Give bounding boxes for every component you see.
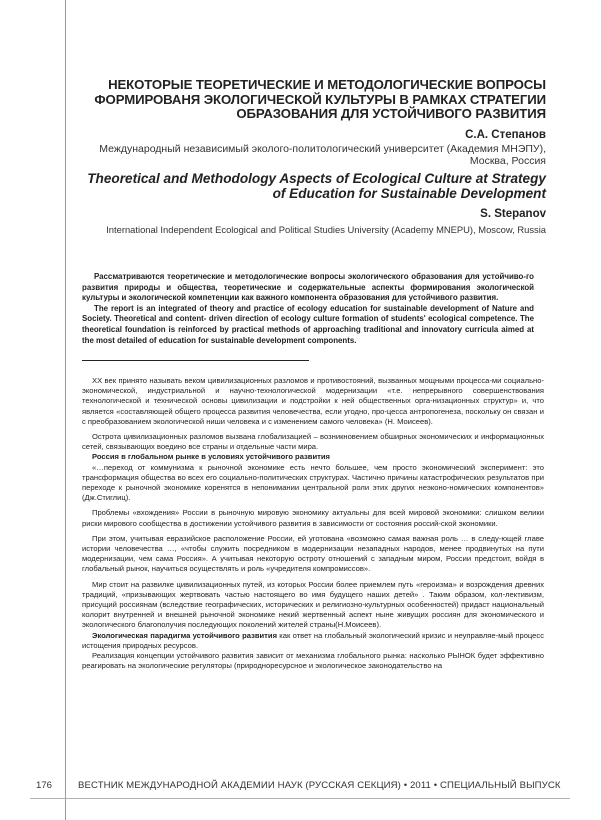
journal-footer: ВЕСТНИК МЕЖДУНАРОДНОЙ АКАДЕМИИ НАУК (РУССКАЯ СЕКЦИЯ) • 2011 • СПЕЦИАЛЬНЫЙ ВЫПУСК xyxy=(78,780,561,791)
abstract xyxy=(82,272,534,346)
left-margin-rule xyxy=(65,0,66,820)
author-name-ru: С.А. Степанов xyxy=(465,129,546,141)
section-heading: Россия в глобальном рынке в условиях устойчивого развития xyxy=(92,452,330,462)
abstract-ru: Рассматриваются теоретические и методологические вопросы экологического образования для устойчиво-го развития природы и общества, теоретические и содержательные аспекты формирования экологической культуры и экологической компетенции как важного компонента образования для устойчивого развития. xyxy=(82,272,534,303)
paragraph: XX век принято называть веком цивилизационных разломов и противостояний, вызванных мощными процесса-ми социально-экономической, индустриальной и научно-технологической модернизации «т.е. непрерывного совершенствования технологической и технической основы цивилизации и подстройки к ней общественных орга-низационных структур» и, что является «составляющей общего процесса развития человечества, если угодно, про-цесса антропогенеза, поскольку он связан и с преобразованием экологической ниши человека и с изменением самого человека» (Н. Моисеев). xyxy=(82,376,544,426)
paragraph: Проблемы «вхождения» России в рыночную мировую экономику актуальны для всей мировой экономики: слишком велики риски мирового сообщества в достижении устойчивого развития в зависимости от состояния россий-ской экономики. xyxy=(82,508,544,528)
paragraph-text: как ответ на глобальный экологический кризис и неуправляе-мый процесс истощения природных ресурсов. xyxy=(82,630,544,650)
article-body xyxy=(82,376,544,671)
author-name-en: S. Stepanov xyxy=(480,208,546,220)
paragraph: Острота цивилизационных разломов вызвана глобализацией – возникновением обширных экономических и информационных сетей, связывающих воедино все страны и отдельные части мира. xyxy=(82,432,544,452)
article-title-ru: НЕКОТОРЫЕ ТЕОРЕТИЧЕСКИЕ И МЕТОДОЛОГИЧЕСКИЕ ВОПРОСЫ ФОРМИРОВАНЯ ЭКОЛОГИЧЕСКОЙ КУЛЬТУРЫ В РАМКАХ СТРАТЕГИИ ОБРАЗОВАНИЯ ДЛЯ УСТОЙЧИВОГО РАЗВИТИЯ xyxy=(94,77,546,122)
affiliation-en: International Independent Ecological and Political Studies University (Academy MNEPU), Moscow, Russia xyxy=(106,224,546,235)
abstract-en: The report is an integrated of theory and practice of ecology education for sustainable development of Nature and Society. Theoretical and content- driven direction of ecology culture formation of students' ecological competence. The theoretical foundation is reinforced by practical methods of approaching traditional and innovatory curricula aimed at the most detailed of education for sustainable development components. xyxy=(82,303,534,345)
page-number: 176 xyxy=(36,780,53,791)
paragraph xyxy=(82,631,544,651)
paragraph: Мир стоит на развилке цивилизационных путей, из которых России более приемлем путь «героизма» и возрождения древних традиций, «призывающих жертвовать частью настоящего во имя будущего наших детей» . Таким образом, кол-лективизм, присущий россиянам (вследствие географических, исторических и религиозно-культурных особенностей) придаст национальный колорит внутренней и внешней рыночной экономике некий жертвенный аспект ныне живущих россиян для экономического и экологического благополучия последующих поколений жителей страны(Н.Моисеев). xyxy=(82,579,544,630)
footer-rule xyxy=(30,798,570,799)
paragraph: Реализация концепции устойчивого развития зависит от механизма глобального рынка: насколько РЫНОК будет эффективно реагировать на экологические регуляторы (природноресурсное и экологическое законодательство на xyxy=(82,651,544,671)
section-heading-inline: Экологическая парадигма устойчивого развития xyxy=(92,630,277,640)
paragraph: При этом, учитывая евразийское расположение России, ей уготована «возможно самая важная роль … в следу-ющей главе истории человечества …, «чтобы служить посредником в модернизации незападных народов, менее продвинутых на пути модернизации, чем сама Россия». А учитывая некоторую остроту отношений с западным миром, России предстоит, войдя в глобальный рынок, научиться осуществлять и роль «учредителя компромиссов». xyxy=(82,533,544,574)
quote-paragraph: «…переход от коммунизма к рыночной экономике есть нечто большее, чем просто экономический эксперимент: это трансформация общества во всех его социально-политических структурах. Частично причины катастрофических результатов при переходе к рыночной экономике коренятся в непонимании центральной роли этих других неэконо-номических компонентов» (Дж.Стиглиц). xyxy=(82,462,544,503)
article-title-en: Theoretical and Methodology Aspects of Ecological Culture at Strategy of Education for Sustainable Development xyxy=(87,171,546,202)
affiliation-ru: Международный независимый эколого-политологический университет (Академия МНЭПУ), Москва, Россия xyxy=(99,143,546,168)
abstract-divider xyxy=(82,360,309,361)
